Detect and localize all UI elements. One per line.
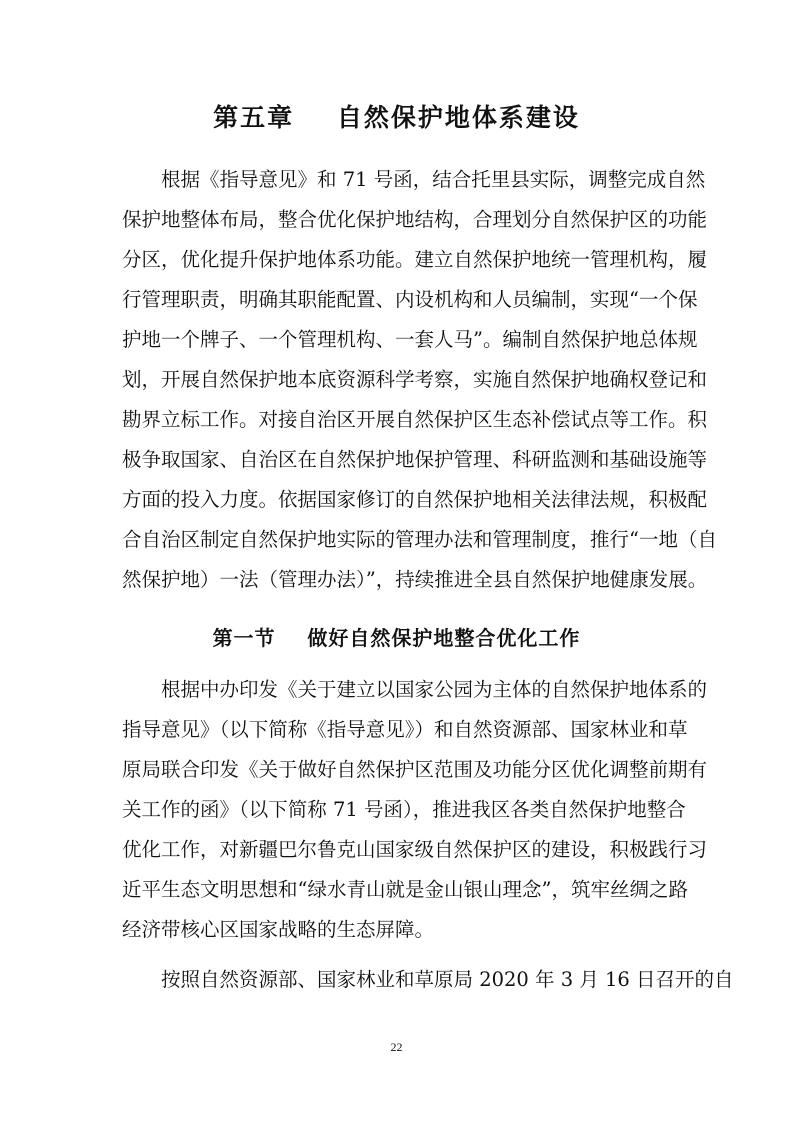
paragraph-1: [122, 160, 717, 600]
page-number: 22: [390, 1040, 403, 1054]
paragraph-line: 优化工作，对新疆巴尔鲁克山国家级自然保护区的建设，积极践行习: [122, 838, 708, 861]
paragraph-line: 勘界立标工作。对接自治区开展自然保护区生态补偿试点等工作。积: [122, 408, 708, 431]
paragraph-line: 合自治区制定自然保护地实际的管理办法和管理制度，推行“一地（自: [122, 528, 717, 551]
paragraph-line: 按照自然资源部、国家林业和草原局 2020 年 3 月 16 日召开的自: [161, 968, 734, 991]
paragraph-line: 极争取国家、自治区在自然保护地保护管理、科研监测和基础设施等: [122, 448, 708, 471]
paragraph-line: 经济带核心区国家战略的生态屏障。: [122, 918, 435, 941]
paragraph-line: 原局联合印发《关于做好自然保护区范围及功能分区优化调整前期有: [122, 758, 708, 781]
paragraph-line: 关工作的函》（以下简称 71 号函），推进我区各类自然保护地整合: [122, 798, 686, 821]
section-title: 第一节 做好自然保护地整合优化工作: [212, 626, 581, 650]
paragraph-2: [122, 670, 708, 950]
paragraph-line: 划，开展自然保护地本底资源科学考察，实施自然保护地确权登记和: [122, 368, 708, 391]
paragraph-3: [122, 960, 734, 1000]
paragraph-line: 然保护地）一法（管理办法）”，持续推进全县自然保护地健康发展。: [122, 568, 708, 591]
paragraph-line: 根据中办印发《关于建立以国家公园为主体的自然保护地体系的: [161, 678, 708, 701]
paragraph-line: 根据《指导意见》和 71 号函，结合托里县实际，调整完成自然: [161, 168, 706, 191]
paragraph-line: 指导意见》（以下简称《指导意见》）和自然资源部、国家林业和草: [122, 718, 688, 741]
paragraph-line: 保护地整体布局，整合优化保护地结构，合理划分自然保护区的功能: [122, 208, 708, 231]
chapter-title: 第五章 自然保护地体系建设: [213, 103, 580, 132]
paragraph-line: 行管理职责，明确其职能配置、内设机构和人员编制，实现“一个保: [122, 288, 698, 311]
paragraph-line: 近平生态文明思想和“绿水青山就是金山银山理念”，筑牢丝绸之路: [122, 878, 688, 901]
paragraph-line: 方面的投入力度。依据国家修订的自然保护地相关法律法规，积极配: [122, 488, 708, 511]
paragraph-line: 护地一个牌子、一个管理机构、一套人马”。编制自然保护地总体规: [122, 328, 698, 351]
paragraph-line: 分区，优化提升保护地体系功能。建立自然保护地统一管理机构，履: [122, 248, 708, 271]
